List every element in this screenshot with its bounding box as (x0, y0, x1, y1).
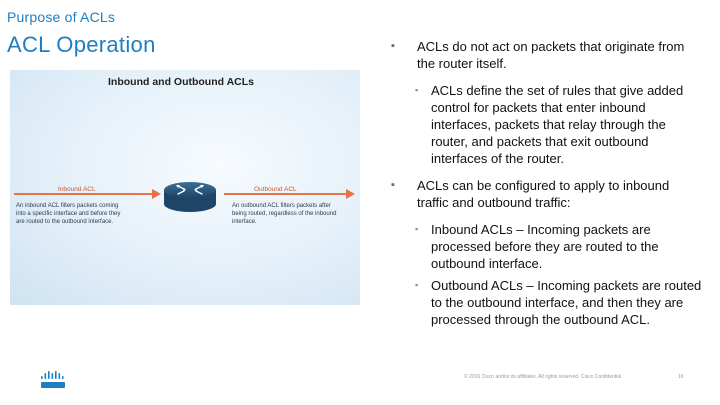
acl-figure (10, 70, 360, 305)
sub-bullet-item (415, 277, 703, 328)
inbound-arrow-head (152, 189, 161, 199)
bullet-marker: ▪ (391, 179, 395, 191)
bullet-marker: ▪ (391, 40, 395, 52)
sub-bullet-marker: ▪ (415, 280, 419, 290)
sub-bullet-text: Outbound ACLs – Incoming packets are routed to the outbound interface, and then they are processed through the outbound ACL. (431, 278, 702, 327)
inbound-description: An inbound ACL filters packets coming into a specific interface and before they are routed to the outbound interface. (16, 203, 121, 225)
sub-bullet-item (415, 82, 703, 167)
sub-bullet-marker: ▪ (415, 85, 419, 95)
sub-bullet-text: Inbound ACLs – Incoming packets are processed before they are routed to the outbound interface. (431, 222, 659, 271)
sub-bullet-item (415, 221, 703, 272)
cisco-logo (39, 371, 67, 389)
outbound-arrow (224, 193, 346, 195)
outbound-label: Outbound ACL (254, 186, 297, 193)
router-icon (162, 180, 218, 214)
sub-bullet-marker: ▪ (415, 224, 419, 234)
bullet-item (391, 38, 701, 72)
inbound-arrow (14, 193, 152, 195)
bullet-text: ACLs can be configured to apply to inbound traffic and outbound traffic: (417, 178, 670, 210)
outbound-description: An outbound ACL filters packets after being routed, regardless of the inbound interface. (232, 203, 337, 225)
section-title: Purpose of ACLs (7, 9, 116, 25)
sub-bullet-text: ACLs define the set of rules that give added control for packets that enter inbound interfaces, packets that relay through the router, and packets that exit outbound interfaces of the router. (431, 83, 684, 166)
page-number: 16 (678, 374, 684, 380)
bullet-item (391, 177, 701, 211)
figure-title: Inbound and Outbound ACLs (108, 76, 254, 88)
inbound-label: Inbound ACL (58, 186, 96, 193)
copyright-text: © 2016 Cisco and/or its affiliates. All rights reserved. Cisco Confidential (464, 374, 622, 380)
slide-title: ACL Operation (7, 32, 156, 57)
outbound-arrow-head (346, 189, 355, 199)
bullet-text: ACLs do not act on packets that originate from the router itself. (417, 39, 685, 71)
